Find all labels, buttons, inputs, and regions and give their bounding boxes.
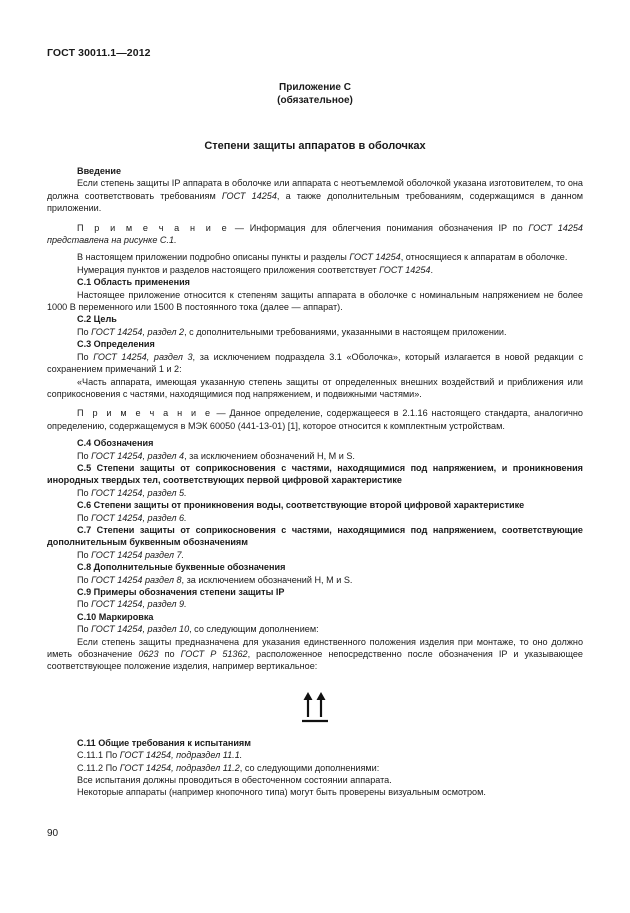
section-c11-2: С.11.2 По ГОСТ 14254, подраздел 11.2, со следующими дополнениями:	[77, 762, 380, 773]
section-c10-heading: С.10 Маркировка	[77, 611, 154, 622]
section-c3-heading: С.3 Определения	[77, 339, 155, 350]
appendix-title: Приложение С	[279, 82, 351, 93]
section-c7-text: По ГОСТ 14254 раздел 7.	[77, 549, 185, 560]
section-c11-heading: С.11 Общие требования к испытаниям	[77, 737, 251, 748]
section-c11-1: С.11.1 По ГОСТ 14254, подраздел 11.1.	[77, 750, 243, 761]
section-c7-heading: С.7 Степени защиты от соприкосновения с частями, находящимися под напряжением, соответствующие дополнительным буквенным обозначениям	[47, 524, 583, 548]
section-c3-quote: «Часть аппарата, имеющая указанную степень защиты от определенных внешних воздействий и приближения или соприкосновения с частями, находящимися под напряжением, и подвижными частями».	[47, 376, 583, 399]
standard-header: ГОСТ 30011.1—2012	[47, 47, 151, 59]
note-1: П р и м е ч а н и е — Информация для облегчения понимания обозначения IP по ГОСТ 14254 представлена на рисунке С.1.	[47, 222, 583, 246]
section-c3-text: По ГОСТ 14254, раздел 3, за исключением подраздела 3.1 «Оболочка», который излагается в новой редакции с сохранением примечаний 1 и 2:	[47, 351, 584, 375]
section-c8-text: По ГОСТ 14254 раздел 8, за исключением обозначений H, M и S.	[77, 574, 353, 585]
section-c1-text: Настоящее приложение относится к степеням защиты аппарата в оболочке с номинальным напряжением не более 1000 В переменного или 1500 В постоянного тока (далее — аппарат).	[47, 289, 583, 313]
section-c5-heading: С.5 Степени защиты от соприкосновения с частями, находящимися под напряжением, и проникновения инородных твердых тел, соответствующих первой цифровой характеристике	[47, 462, 583, 486]
section-c9-text: По ГОСТ 14254, раздел 9.	[77, 599, 187, 610]
section-c2-heading: С.2 Цель	[77, 314, 117, 325]
page-number: 90	[47, 828, 59, 839]
section-c11-paragraph-1: Все испытания должны проводиться в обесточенном состоянии аппарата.	[77, 775, 392, 786]
section-c5-text: По ГОСТ 14254, раздел 5.	[77, 487, 187, 498]
document-title: Степени защиты аппаратов в оболочках	[204, 140, 426, 152]
note-2: П р и м е ч а н и е — Данное определение, содержащееся в 2.1.16 настоящего стандарта, аналогично определению, содержащемуся в МЭК 60050 (441-13-01) [1], которое относится к комплектным устройствам.	[47, 408, 583, 431]
section-c10-text: По ГОСТ 14254, раздел 10, со следующим дополнением:	[77, 624, 319, 635]
section-c8-heading: С.8 Дополнительные буквенные обозначения	[77, 562, 286, 573]
section-c10-paragraph: Если степень защиты предназначена для указания единственного положения изделия при монтаже, то оно должно иметь обозначение 0623 по ГОСТ Р 51362, расположенное непосредственно после обозначения IP и указывающее соответствующее положение изделия, например вертикальное:	[47, 636, 583, 672]
section-c6-text: По ГОСТ 14254, раздел 6.	[77, 512, 187, 523]
section-c9-heading: С.9 Примеры обозначения степени защиты IP	[77, 587, 285, 597]
section-c1-heading: С.1 Область применения	[77, 277, 190, 288]
intro-heading: Введение	[77, 166, 122, 176]
section-c2-text: По ГОСТ 14254, раздел 2, с дополнительными требованиями, указанными в настоящем приложении.	[77, 326, 507, 337]
appendix-subtitle: (обязательное)	[277, 95, 353, 106]
document-body	[47, 165, 583, 799]
section-c4-heading: С.4 Обозначения	[77, 438, 154, 449]
intro-paragraph: Если степень защиты IP аппарата в оболочке или аппарата с неотъемлемой оболочкой указана изготовителем, то она должна соответствовать требованиям ГОСТ 14254, а также дополнительным требованиям, содержащимся в данном приложении.	[47, 178, 584, 214]
intro-paragraph-2: В настоящем приложении подробно описаны пункты и разделы ГОСТ 14254, относящиеся к аппаратам в оболочке.	[77, 252, 568, 263]
section-c11-paragraph-2: Некоторые аппараты (например кнопочного типа) могут быть проверены визуальным осмотром.	[77, 787, 486, 798]
intro-paragraph-3: Нумерация пунктов и разделов настоящего приложения соответствует ГОСТ 14254.	[77, 264, 434, 275]
section-c4-text: По ГОСТ 14254, раздел 4, за исключением обозначений H, M и S.	[77, 450, 355, 461]
section-c6-heading: С.6 Степени защиты от проникновения воды, соответствующие второй цифровой характеристике	[77, 500, 525, 511]
vertical-position-arrows-icon	[300, 691, 330, 723]
